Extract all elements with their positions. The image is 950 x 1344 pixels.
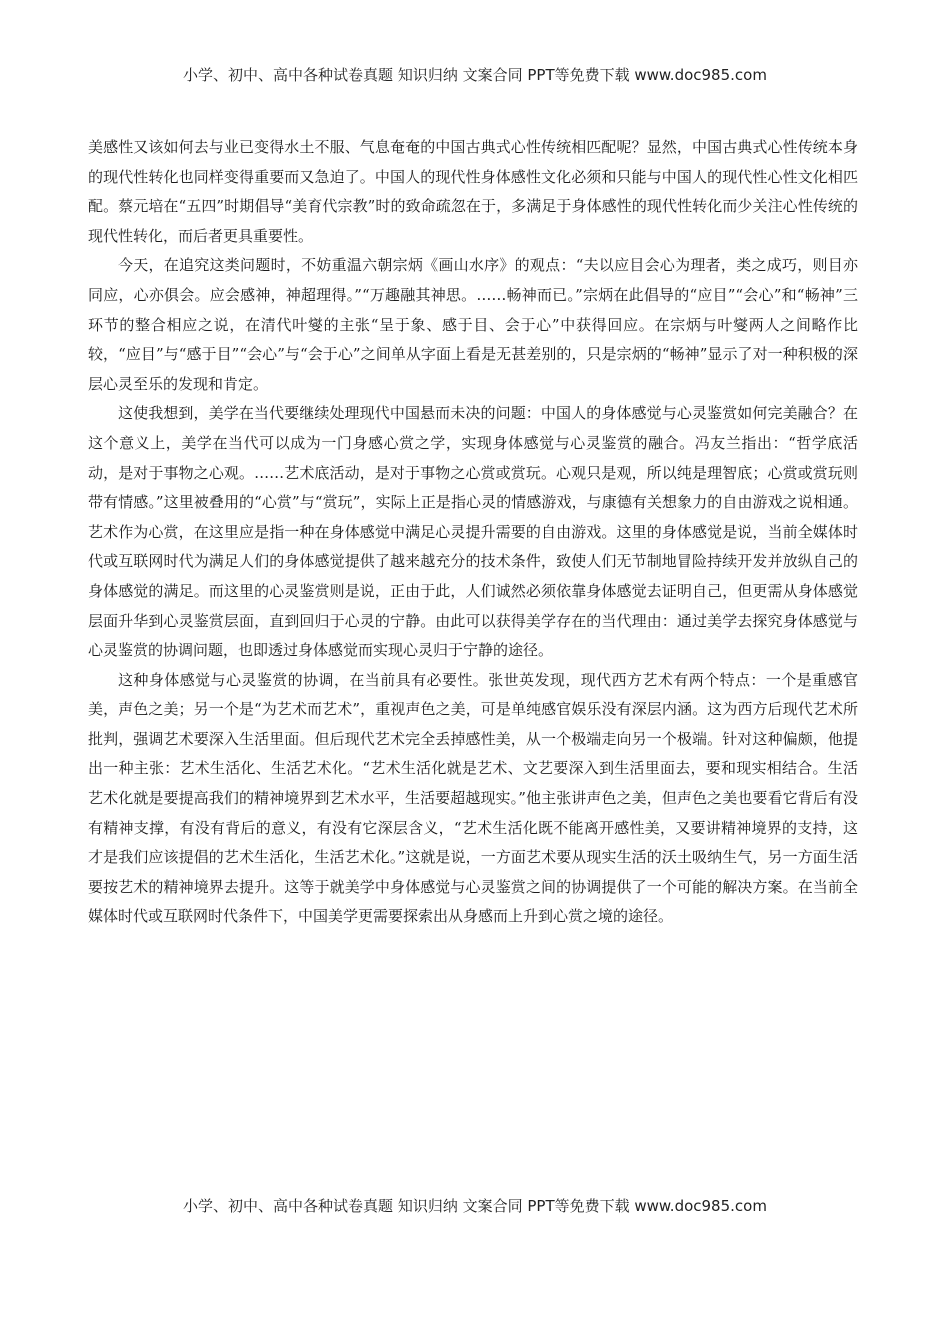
paragraph-1: 美感性又该如何去与业已变得水土不服、气息奄奄的中国古典式心性传统相匹配呢？显然，中国古典式心性传统本身的现代性转化也同样变得重要而又急迫了。中国人的现代性身体感性文化必须和只能与中国人的现代性心性文化相匹配。蔡元培在“五四”时期倡导“美育代宗教”时的致命疏忽在于，多满足于身体感性的现代性转化而少关注心性传统的现代性转化，而后者更具重要性。 [88, 138, 858, 245]
paragraph-3: 这使我想到，美学在当代要继续处理现代中国悬而未决的问题：中国人的身体感觉与心灵鉴赏如何完美融合？在这个意义上，美学在当代可以成为一门身感心赏之学，实现身体感觉与心灵鉴赏的融合。冯友兰指出：“哲学底活动，是对于事物之心观。……艺术底活动，是对于事物之心赏或赏玩。心观只是观，所以纯是理智底；心赏或赏玩则带有情感。”这里被叠用的“心赏”与“赏玩”，实际上正是指心灵的情感游戏，与康德有关想象力的自由游戏之说相通。艺术作为心赏，在这里应是指一种在身体感觉中满足心灵提升需要的自由游戏。这里的身体感觉是说，当前全媒体时代或互联网时代为满足人们的身体感觉提供了越来越充分的技术条件，致使人们无节制地冒险持续开发并放纵自己的身体感觉的满足。而这里的心灵鉴赏则是说，正由于此，人们诚然必须依靠身体感觉去证明自己，但更需从身体感觉层面升华到心灵鉴赏层面，直到回归于心灵的宁静。由此可以获得美学存在的当代理由：通过美学去探究身体感觉与心灵鉴赏的协调问题，也即透过身体感觉而实现心灵归于宁静的途径。 [88, 404, 858, 660]
paragraph-4: 这种身体感觉与心灵鉴赏的协调，在当前具有必要性。张世英发现，现代西方艺术有两个特点：一个是重感官美，声色之美；另一个是“为艺术而艺术”，重视声色之美，可是单纯感官娱乐没有深层内涵。这为西方后现代艺术所批判，强调艺术要深入生活里面。但后现代艺术完全丢掉感性美，从一个极端走向另一个极端。针对这种偏颇，他提出一种主张：艺术生活化、生活艺术化。“艺术生活化就是艺术、文艺要深入到生活里面去，要和现实相结合。生活艺术化就是要提高我们的精神境界到艺术水平，生活要超越现实。”他主张讲声色之美，但声色之美也要看它背后有没有精神支撑，有没有背后的意义，有没有它深层含义，“艺术生活化既不能离开感性美，又要讲精神境界的支持，这才是我们应该提倡的艺术生活化，生活艺术化。”这就是说，一方面艺术要从现实生活的沃土吸纳生气，另一方面生活要按艺术的精神境界去提升。这等于就美学中身体感觉与心灵鉴赏之间的协调提供了一个可能的解决方案。在当前全媒体时代或互联网时代条件下，中国美学更需要探索出从身感而上升到心赏之境的途径。 [88, 670, 858, 926]
paragraph-2: 今天，在追究这类问题时，不妨重温六朝宗炳《画山水序》的观点：“夫以应目会心为理者，类之成巧，则目亦同应，心亦俱会。应会感神，神超理得。”“万趣融其神思。……畅神而已。”宗炳在此倡导的“应目”“会心”和“畅神”三环节的整合相应之说，在清代叶燮的主张“呈于象、感于目、会于心”中获得回应。在宗炳与叶燮两人之间略作比较，“应目”与“感于目”“会心”与“会于心”之间单从字面上看是无甚差别的，只是宗炳的“畅神”显示了对一种积极的深层心灵至乐的发现和肯定。 [88, 256, 858, 393]
page-footer: 小学、初中、高中各种试卷真题 知识归纳 文案合同 PPT等免费下载 www.doc985.com [183, 1197, 767, 1215]
article-body [88, 133, 858, 932]
page-header: 小学、初中、高中各种试卷真题 知识归纳 文案合同 PPT等免费下载 www.doc985.com [183, 66, 767, 84]
